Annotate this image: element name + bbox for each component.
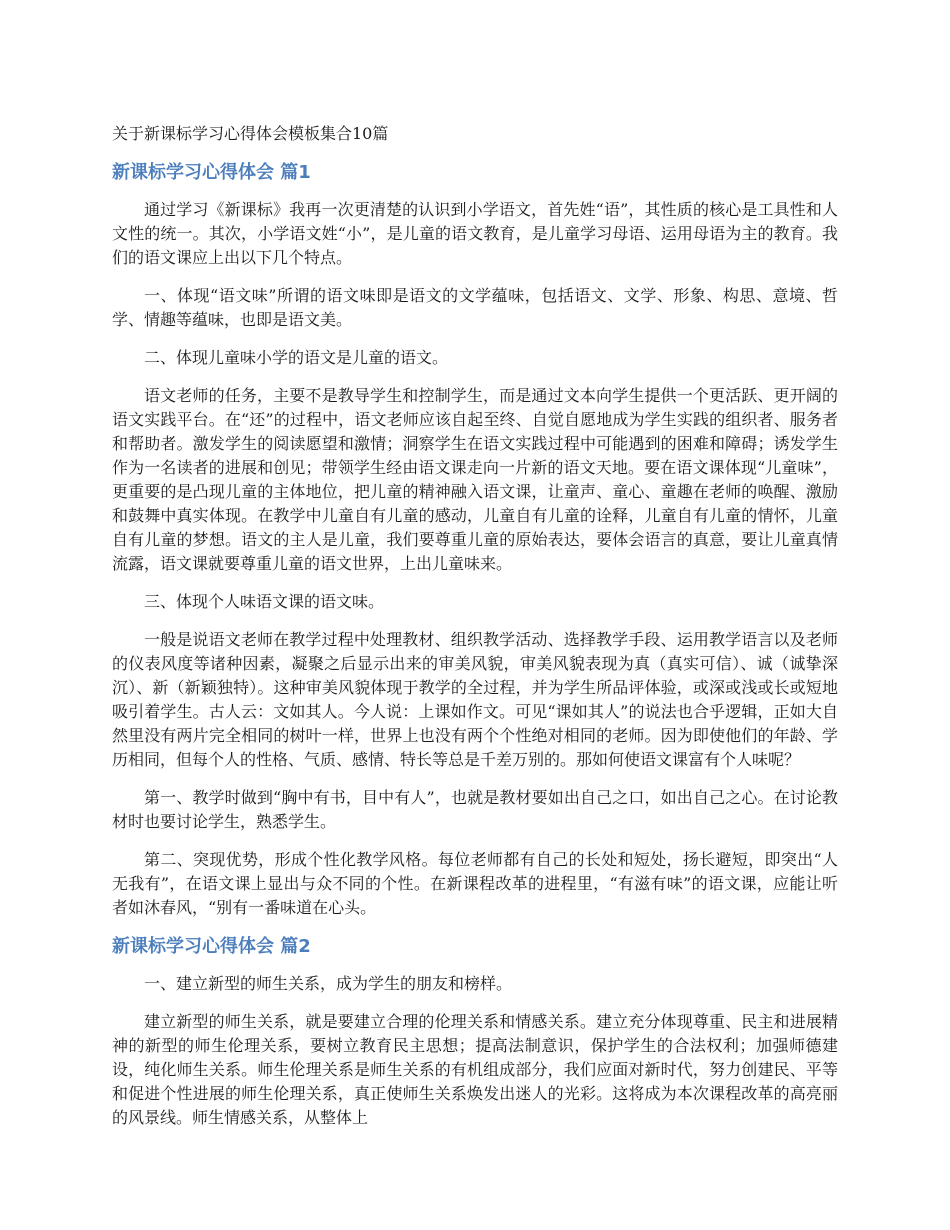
- section-heading: 新课标学习心得体会 篇2: [112, 936, 311, 957]
- paragraph: 一般是说语文老师在教学过程中处理教材、组织教学活动、选择教学手段、运用教学语言以及老师的仪表风度等诸种因素，凝聚之后显示出来的审美风貌，审美风貌表现为真（真实可信）、诚（诚挚深沉）、新（新颖独特）。这种审美风貌体现于教学的全过程，并为学生所品评体验，或深或浅或长或短地吸引着学生。古人云：文如其人。今人说：上课如作文。可见“课如其人”的说法也合乎逻辑，正如大自然里没有两片完全相同的树叶一样，世界上也没有两个个性绝对相同的老师。因为即使他们的年龄、学历相同，但每个人的性格、气质、感情、特长等总是千差万别的。那如何使语文课富有个人味呢？: [112, 630, 838, 769]
- paragraph: 第一、教学时做到“胸中有书，目中有人”，也就是教材要如出自己之口，如出自己之心。在讨论教材时也要讨论学生，熟悉学生。: [112, 788, 838, 831]
- document-page: [112, 122, 838, 1144]
- document-title: 关于新课标学习心得体会模板集合10篇: [112, 124, 389, 143]
- paragraph: 建立新型的师生关系，就是要建立合理的伦理关系和情感关系。建立充分体现尊重、民主和进展精神的新型的师生伦理关系，要树立教育民主思想；提高法制意识，保护学生的合法权利；加强师德建设，纯化师生关系。师生伦理关系是师生关系的有机组成部分，我们应面对新时代，努力创建民、平等和促进个性进展的师生伦理关系，真正使师生关系焕发出迷人的光彩。这将成为本次课程改革的高亮丽的风景线。师生情感关系，从整体上: [112, 1012, 838, 1127]
- paragraph: 三、体现个人味语文课的语文味。: [144, 592, 385, 611]
- paragraph: 一、体现“语文味”所谓的语文味即是语文的文学蕴味，包括语文、文学、形象、构思、意境、哲学、情趣等蕴味，也即是语文美。: [112, 286, 838, 329]
- paragraph: 一、建立新型的师生关系，成为学生的朋友和榜样。: [144, 974, 513, 993]
- paragraph: 通过学习《新课标》我再一次更清楚的认识到小学语文，首先姓“语”，其性质的核心是工具性和人文性的统一。其次，小学语文姓“小”，是儿童的语文教育，是儿童学习母语、运用母语为主的教育。我们的语文课应上出以下几个特点。: [112, 200, 838, 267]
- section-2: [112, 934, 838, 1130]
- section-1: [112, 160, 838, 920]
- section-heading: 新课标学习心得体会 篇1: [112, 162, 311, 183]
- paragraph: 二、体现儿童味小学的语文是儿童的语文。: [144, 348, 449, 367]
- paragraph: 第二、突现优势，形成个性化教学风格。每位老师都有自己的长处和短处，扬长避短，即突出“人无我有”，在语文课上显出与众不同的个性。在新课程改革的进程里，“有滋有味”的语文课，应能让听者如沐春风，“别有一番味道在心头。: [112, 850, 838, 917]
- paragraph: 语文老师的任务，主要不是教导学生和控制学生，而是通过文本向学生提供一个更活跃、更开阔的语文实践平台。在“还”的过程中，语文老师应该自起至终、自觉自愿地成为学生实践的组织者、服务者和帮助者。激发学生的阅读愿望和激情；洞察学生在语文实践过程中可能遇到的困难和障碍；诱发学生作为一名读者的进展和创见；带领学生经由语文课走向一片新的语文天地。要在语文课体现“儿童味”，更重要的是凸现儿童的主体地位，把儿童的精神融入语文课，让童声、童心、童趣在老师的唤醒、激励和鼓舞中真实体现。在教学中儿童自有儿童的感动，儿童自有儿童的诠释，儿童自有儿童的情怀，儿童自有儿童的梦想。语文的主人是儿童，我们要尊重儿童的原始表达，要体会语言的真意，要让儿童真情流露，语文课就要尊重儿童的语文世界，上出儿童味来。: [112, 386, 838, 573]
